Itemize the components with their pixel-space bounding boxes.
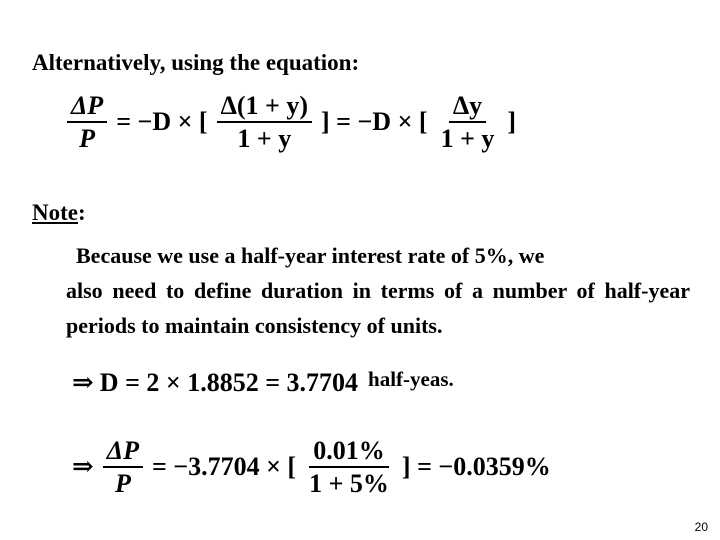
duration-equation	[64, 92, 522, 153]
note-label-text: Note	[32, 200, 78, 225]
price-equation-part-1: = −3.7704 × [	[151, 452, 297, 482]
price-change-denominator: P	[114, 469, 131, 499]
rate-numerator: 0.01%	[309, 437, 389, 468]
price-change-equation	[66, 437, 557, 498]
delta-y-denominator: 1 + y	[440, 124, 495, 154]
price-equation-part-2: ] = −0.0359%	[401, 452, 551, 482]
rate-fraction	[305, 437, 393, 498]
rate-denominator: 1 + 5%	[309, 469, 389, 499]
yield-change-denominator: 1 + y	[237, 124, 292, 154]
note-label-colon: :	[77, 200, 86, 225]
lhs-numerator: ΔP	[67, 92, 107, 123]
note-line-1: Because we use a half-year interest rate of 5%, we	[76, 243, 545, 268]
note-label	[32, 200, 86, 226]
yield-change-numerator: Δ(1 + y)	[217, 92, 312, 123]
note-body	[66, 238, 690, 343]
implies-arrow-icon: ⇒	[72, 452, 94, 482]
implies-arrow-icon: ⇒	[72, 368, 94, 397]
yield-change-fraction	[217, 92, 312, 153]
delta-y-numerator: Δy	[449, 92, 486, 123]
equation-part-1: = −D × [	[116, 107, 208, 137]
equation-part-2: ] = −D × [	[321, 107, 428, 137]
duration-result-equation	[66, 368, 454, 398]
slide-heading: Alternatively, using the equation:	[32, 50, 360, 75]
duration-result-expression: D = 2 × 1.8852 = 3.7704	[99, 368, 359, 397]
duration-unit: half-yeas.	[368, 366, 454, 391]
page-number: 20	[694, 520, 708, 534]
lhs-denominator: P	[79, 124, 96, 154]
equation-close-bracket: ]	[507, 107, 517, 137]
lhs-fraction	[67, 92, 107, 153]
delta-y-fraction	[437, 92, 499, 153]
price-change-numerator: ΔP	[103, 437, 143, 468]
note-rest: also need to define duration in terms of a number of half-year periods to maintain consistency of units.	[66, 278, 690, 338]
price-change-fraction	[103, 437, 143, 498]
